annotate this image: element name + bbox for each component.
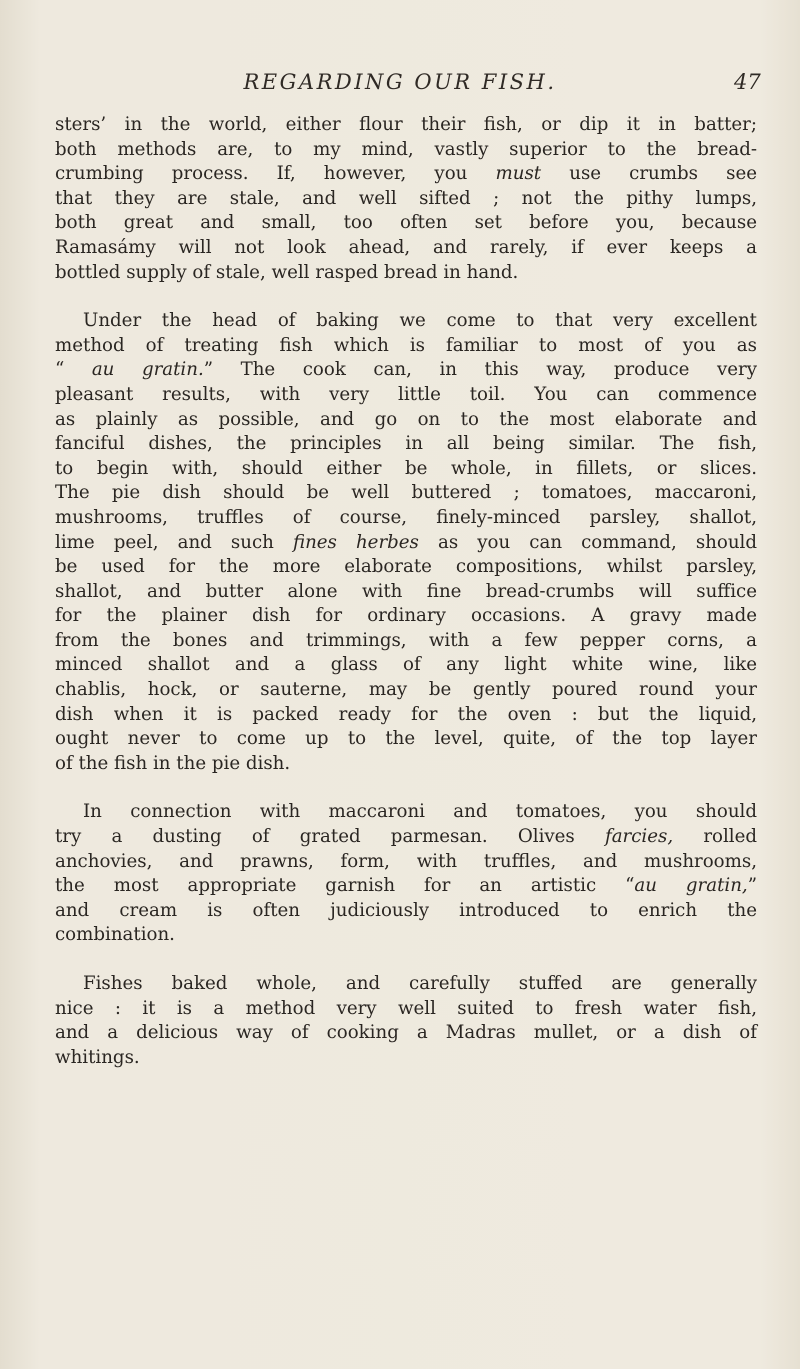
text-line <box>55 752 757 777</box>
text-run: rolled <box>673 826 757 848</box>
text-line <box>55 358 757 383</box>
text-line <box>55 334 757 359</box>
text-line <box>55 1021 757 1046</box>
text-run: to begin with, should either be whole, in fillets, or slices. <box>55 457 757 479</box>
italic-text: fines herbes <box>292 531 419 553</box>
text-run: both great and small, too often set before you, because <box>55 212 757 234</box>
paragraph <box>55 972 757 1070</box>
text-line <box>55 457 757 482</box>
text-run: as you can command, should <box>418 531 757 553</box>
text-run: dish when it is packed ready for the oven : but the liquid, <box>55 703 757 725</box>
text-run: fanciful dishes, the principles in all being similar. The fish, <box>55 433 757 455</box>
text-run: of the fish in the pie dish. <box>55 752 291 774</box>
text-line <box>55 531 757 556</box>
text-line <box>55 604 757 629</box>
text-run: both methods are, to my mind, vastly superior to the bread- <box>55 138 757 160</box>
text-run: lime peel, and such <box>55 531 293 553</box>
text-run: combination. <box>55 924 175 946</box>
text-run: try a dusting of grated parmesan. Olives <box>55 826 605 848</box>
text-line <box>55 580 757 605</box>
text-line <box>55 555 757 580</box>
text-run: nice : it is a method very well suited to fresh water fish, <box>55 997 757 1019</box>
text-run: be used for the more elaborate compositions, whilst parsley, <box>55 556 757 578</box>
text-line <box>55 211 757 236</box>
text-run: pleasant results, with very little toil. You can commence <box>55 383 757 405</box>
page-number: 47 <box>734 70 761 94</box>
text-run: anchovies, and prawns, form, with truffles, and mushrooms, <box>55 850 757 872</box>
text-line <box>55 850 757 875</box>
text-line <box>55 874 757 899</box>
text-run: The pie dish should be well buttered ; tomatoes, maccaroni, <box>55 482 757 504</box>
text-run: the most appropriate garnish for an artistic “ <box>55 875 635 897</box>
text-run: method of treating fish which is familiar to most of you as <box>55 334 757 356</box>
text-line <box>55 1046 757 1071</box>
text-run: crumbing process. If, however, you <box>55 163 496 185</box>
text-line <box>55 629 757 654</box>
text-line <box>55 408 757 433</box>
text-line <box>55 899 757 924</box>
text-run: and cream is often judiciously introduced to enrich the <box>55 899 757 921</box>
text-run: In connection with maccaroni and tomatoes, you should <box>83 801 757 823</box>
text-run: shallot, and butter alone with fine bread-crumbs will suffice <box>55 580 757 602</box>
italic-text: farcies, <box>604 826 674 848</box>
italic-text: au gratin, <box>634 875 748 897</box>
text-run: Under the head of baking we come to that very excellent <box>83 310 757 332</box>
text-line <box>55 138 757 163</box>
text-run: Ramasámy will not look ahead, and rarely, if ever keeps a <box>55 236 757 258</box>
text-line <box>55 972 757 997</box>
text-line <box>55 727 757 752</box>
text-line <box>55 236 757 261</box>
text-run: ” <box>747 875 758 897</box>
text-run: “ <box>55 359 92 381</box>
paragraph <box>55 800 757 948</box>
text-run: minced shallot and a glass of any light white wine, like <box>55 654 757 676</box>
paragraph <box>55 309 757 776</box>
text-line <box>55 187 757 212</box>
text-run: that they are stale, and well sifted ; not the pithy lumps, <box>55 187 757 209</box>
italic-text: au gratin. <box>91 359 204 381</box>
text-line <box>55 113 757 138</box>
text-run: and a delicious way of cooking a Madras mullet, or a dish of <box>55 1022 757 1044</box>
text-line <box>55 923 757 948</box>
text-line <box>55 432 757 457</box>
text-line <box>55 653 757 678</box>
text-line <box>55 678 757 703</box>
text-run: whitings. <box>55 1046 140 1068</box>
text-line <box>55 703 757 728</box>
text-run: ought never to come up to the level, quite, of the top layer <box>55 728 757 750</box>
text-line <box>55 506 757 531</box>
text-line <box>55 309 757 334</box>
text-line <box>55 997 757 1022</box>
text-run: from the bones and trimmings, with a few pepper corns, a <box>55 629 757 651</box>
text-run: mushrooms, truffles of course, finely-minced parsley, shallot, <box>55 506 757 528</box>
text-run: ” The cook can, in this way, produce very <box>203 359 757 381</box>
page-header <box>0 66 800 106</box>
text-run: for the plainer dish for ordinary occasions. A gravy made <box>55 605 757 627</box>
text-line <box>55 162 757 187</box>
text-line <box>55 481 757 506</box>
text-run: as plainly as possible, and go on to the most elaborate and <box>55 408 757 430</box>
text-line <box>55 800 757 825</box>
body-text <box>55 113 757 1094</box>
italic-text: must <box>495 163 542 185</box>
text-run: sters’ in the world, either flour their fish, or dip it in batter; <box>55 114 757 135</box>
text-run: bottled supply of stale, well rasped bread in hand. <box>55 261 519 283</box>
paragraph <box>55 113 757 285</box>
text-run: Fishes baked whole, and carefully stuffed are generally <box>83 973 757 994</box>
text-line <box>55 383 757 408</box>
text-line <box>55 261 757 286</box>
text-line <box>55 825 757 850</box>
text-run: chablis, hock, or sauterne, may be gently poured round your <box>55 679 757 701</box>
text-run: use crumbs see <box>541 163 757 185</box>
running-title: REGARDING OUR FISH. <box>243 70 557 94</box>
